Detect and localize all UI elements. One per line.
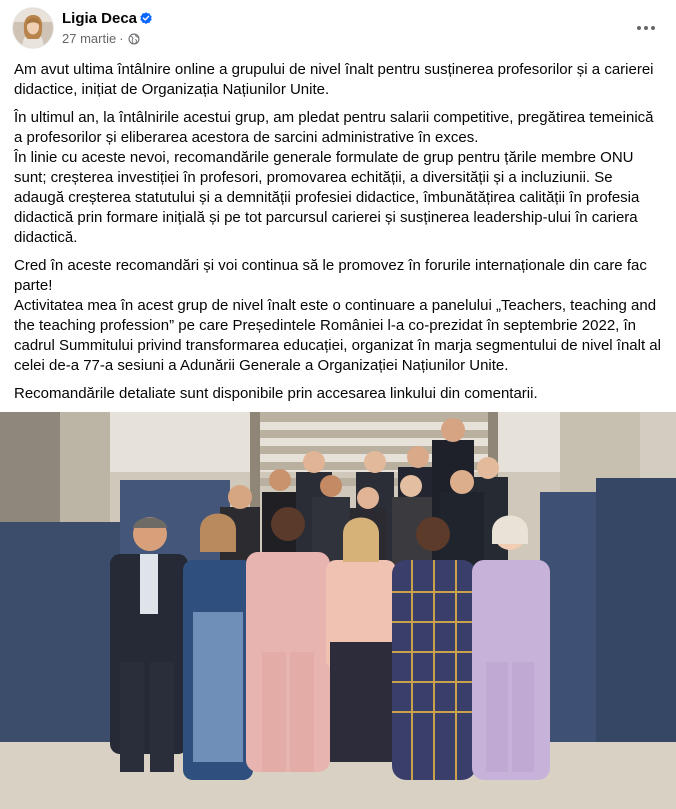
globe-icon[interactable]: [128, 33, 140, 45]
more-options-icon: [636, 25, 656, 31]
group-photo-image: [0, 412, 676, 809]
post-photo[interactable]: [0, 412, 676, 809]
avatar[interactable]: [13, 8, 53, 48]
avatar-image: [13, 8, 53, 48]
more-options-button[interactable]: [630, 12, 662, 44]
post-paragraph: Cred în aceste recomandări și voi continua să le promovez în forurile internaționale din care fac parte! Activitatea mea în acest grup de nivel înalt este o continuare a panelului „Teachers, teaching and the teaching profession” pe care Președintele României l-a co-prezidat în septembrie 2022, în cadrul Summitului privind transformarea educației, organizat în marja segmentului de nivel înalt al celei de-a 77-a sesiuni a Adunării Generale a Organizației Națiunilor Unite.: [14, 257, 661, 374]
author-name[interactable]: Ligia Deca: [62, 10, 138, 27]
post-paragraph: În ultimul an, la întâlnirile acestui grup, am pledat pentru salarii competitive, pregătirea temeinică a profesorilor și eliberarea acestora de sarcini administrative în exces. În linie cu aceste nevoi, recomandările generale formulate de grup pentru țările membre ONU sunt; creșterea investiției în profesori, promovarea echității, a diversității și a incluziunii. Se adaugă creșterea statutului și a demnității profesiei didactice, îmbunătățirea calității în profesia didactică prin formare inițială și pe tot parcursul carierei și susținerea leadership-ului în cariera didactică.: [14, 109, 654, 246]
post-paragraph: Am avut ultima întâlnire online a grupului de nivel înalt pentru susținerea profesorilor și a carierei didactice, inițiat de Organizația Națiunilor Unite.: [14, 61, 654, 98]
post-paragraph: Recomandările detaliate sunt disponibile prin accesarea linkului din comentarii.: [14, 385, 538, 402]
post-date[interactable]: 27 martie: [62, 31, 117, 46]
verified-badge-icon: [139, 11, 153, 25]
post-text: [14, 60, 664, 412]
meta-separator: ·: [119, 31, 124, 46]
post-meta: [62, 31, 140, 47]
post-header: [0, 0, 676, 56]
